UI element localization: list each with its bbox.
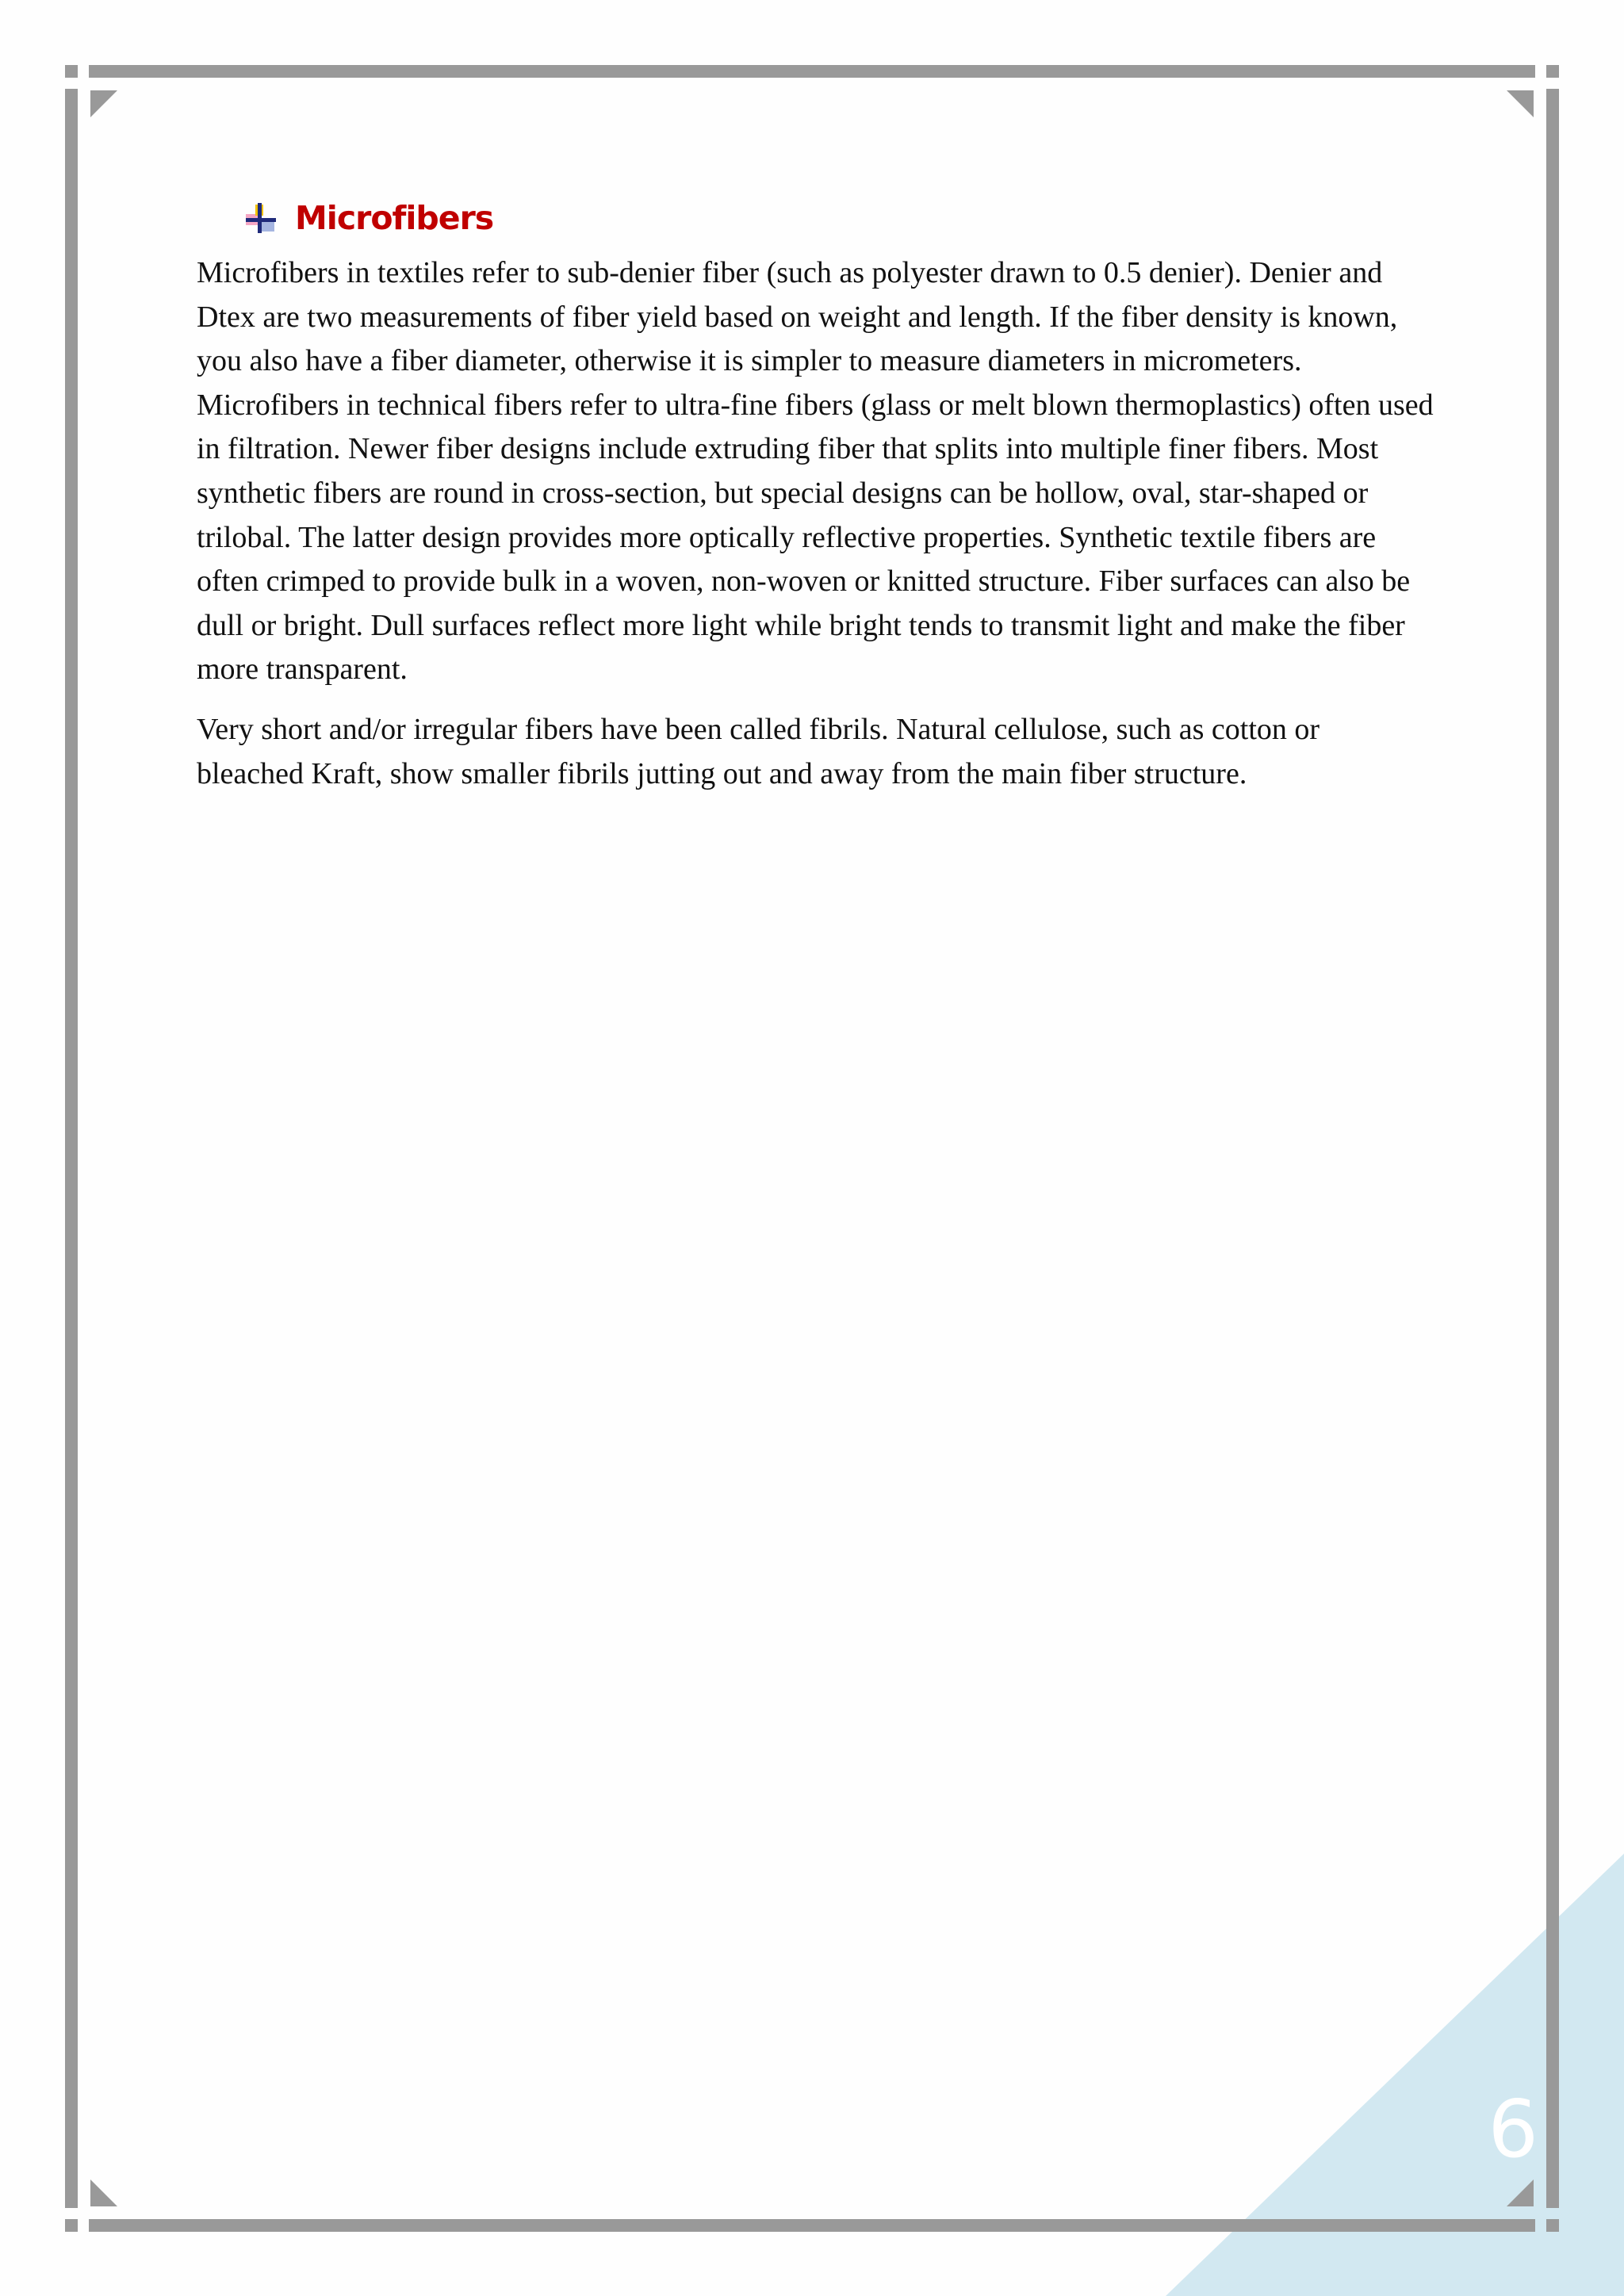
frame-left-border bbox=[65, 89, 78, 2208]
body-paragraph-1: Microfibers in textiles refer to sub-denier fiber (such as polyester drawn to 0.5 denier). Denier and Dtex are two measurements of fiber yield based on weight and length. If the fiber density is known, you also have a fiber diameter, otherwise it is simpler to measure diameters in micrometers. Microfibers in technical fibers refer to ultra-fine fibers (glass or melt blown thermoplastics) often used in filtration. Newer fiber designs include extruding fiber that splits into multiple finer fibers. Most synthetic fibers are round in cross-section, but special designs can be hollow, oval, star-shaped or trilobal. The latter design provides more optically reflective properties. Synthetic textile fibers are often crimped to provide bulk in a woven, non-woven or knitted structure. Fiber surfaces can also be dull or bright. Dull surfaces reflect more light while bright tends to transmit light and make the fiber more transparent. bbox=[197, 256, 1434, 687]
frame-corner-square-tl bbox=[65, 65, 78, 78]
frame-corner-square-br bbox=[1546, 2219, 1559, 2232]
frame-notch-bottom-right bbox=[1507, 2179, 1534, 2206]
frame-notch-top-left bbox=[90, 90, 117, 117]
frame-notch-top-right bbox=[1507, 90, 1534, 117]
section-heading bbox=[244, 194, 1434, 242]
page-number: 6 bbox=[1488, 2083, 1538, 2175]
cross-bullet-icon bbox=[244, 201, 278, 235]
frame-corner-square-bl bbox=[65, 2219, 78, 2232]
frame-right-border bbox=[1546, 89, 1559, 2208]
frame-top-border bbox=[89, 65, 1535, 78]
frame-corner-square-tr bbox=[1546, 65, 1559, 78]
body-paragraph-2: Very short and/or irregular fibers have been called fibrils. Natural cellulose, such as cotton or bleached Kraft, show smaller fibrils jutting out and away from the main fiber structure. bbox=[197, 712, 1320, 790]
page-content bbox=[197, 194, 1434, 812]
section-title: Microfibers bbox=[295, 199, 494, 237]
frame-bottom-border bbox=[89, 2219, 1535, 2232]
frame-notch-bottom-left bbox=[90, 2179, 117, 2206]
